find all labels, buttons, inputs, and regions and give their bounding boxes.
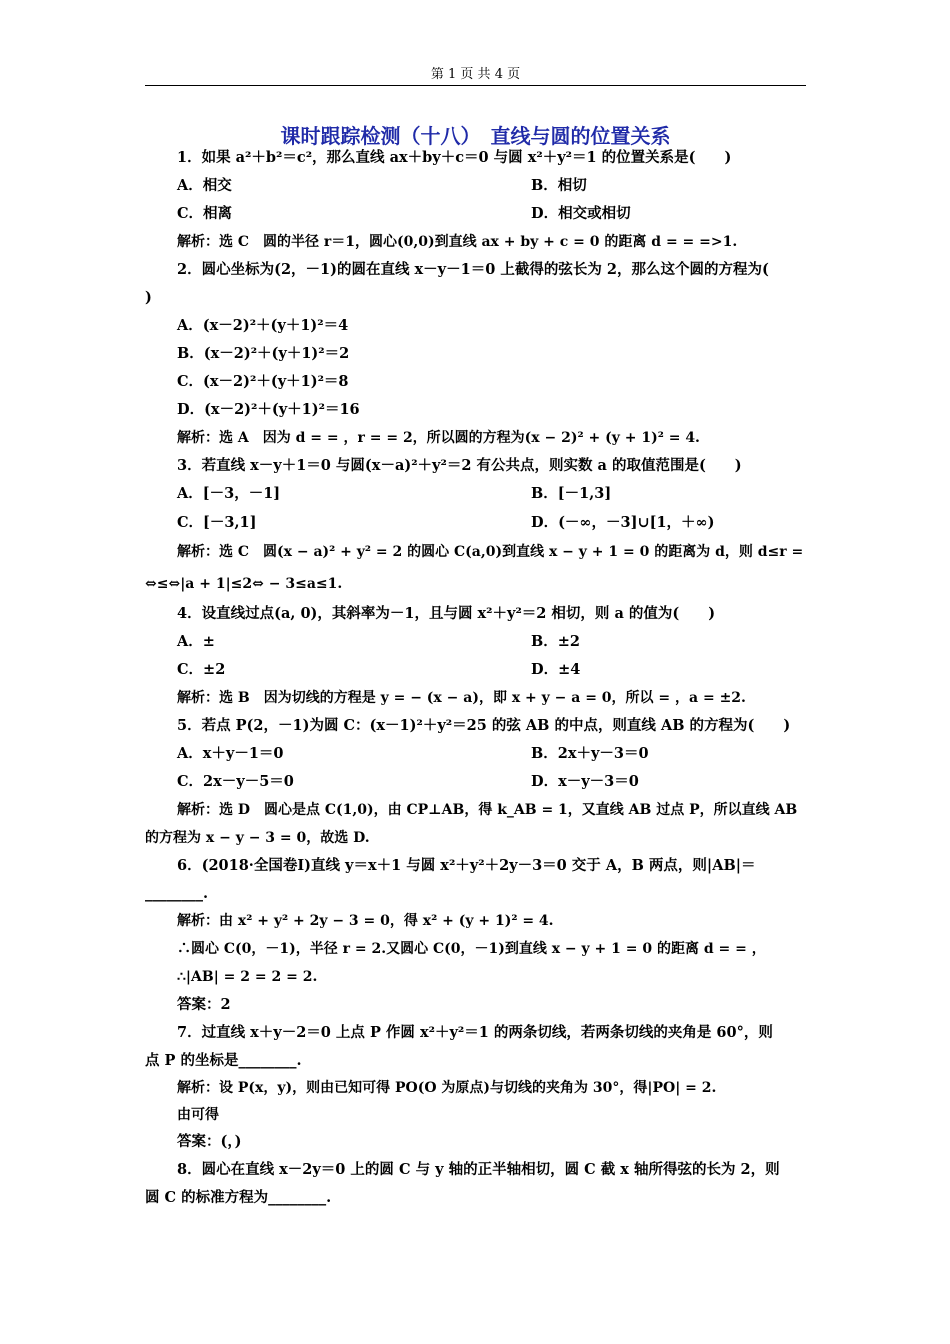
q2-option-c: C．(x－2)²＋(y＋1)²＝8 xyxy=(177,373,349,390)
q3-option-a: A．[－3，－1] xyxy=(177,485,281,502)
q2-option-d: D．(x－2)²＋(y＋1)²＝16 xyxy=(177,401,360,418)
q5-option-d: D．x－y－3＝0 xyxy=(531,773,639,790)
q3-option-b: B．[－1,3] xyxy=(531,485,612,502)
q1-option-d: D．相交或相切 xyxy=(531,205,631,222)
question-7-continued: 点 P 的坐标是________. xyxy=(145,1052,302,1069)
question-4: 4．设直线过点(a, 0)，其斜率为－1，且与圆 x²＋y²＝2 相切，则 a 的值为( ) xyxy=(177,605,716,622)
q2-option-b: B．(x－2)²＋(y＋1)²＝2 xyxy=(177,345,350,362)
question-8-continued: 圆 C 的标准方程为________. xyxy=(145,1189,332,1206)
question-1: 1．如果 a²＋b²＝c²，那么直线 ax＋by＋c＝0 与圆 x²＋y²＝1 的位置关系是( ) xyxy=(177,149,732,166)
q4-option-b: B．±2 xyxy=(531,633,580,650)
q5-option-c: C．2x－y－5＝0 xyxy=(177,773,294,790)
q3-analysis: 解析：选 C 圆(x − a)² + y² = 2 的圆心 C(a,0)到直线 x − y + 1 = 0 的距离为 d，则 d≤r = xyxy=(177,544,804,560)
header-rule xyxy=(145,85,806,86)
q5-analysis: 解析：选 D 圆心是点 C(1,0)，由 CP⊥AB，得 k_AB = 1，又直线 AB 过点 P，所以直线 AB xyxy=(177,802,798,818)
q6-answer: 答案：2 xyxy=(177,996,231,1013)
q1-option-c: C．相离 xyxy=(177,205,233,222)
q1-analysis: 解析：选 C 圆的半径 r＝1，圆心(0,0)到直线 ax + by + c = 0 的距离 d = = =>1. xyxy=(177,234,738,250)
page-header: 第 1 页 共 4 页 xyxy=(430,67,521,82)
q7-analysis-2: 由可得 xyxy=(177,1107,219,1123)
q7-analysis: 解析：设 P(x，y)，则由已知可得 PO(O 为原点)与切线的夹角为 30°，得|PO| = 2. xyxy=(177,1080,717,1096)
q7-answer: 答案：(，) xyxy=(177,1133,242,1150)
q2-option-a: A．(x－2)²＋(y＋1)²＝4 xyxy=(177,317,349,334)
question-7: 7．过直线 x＋y－2＝0 上点 P 作圆 x²＋y²＝1 的两条切线，若两条切线的夹角是 60°，则 xyxy=(177,1024,773,1041)
q3-analysis-continued: ⇔≤⇔|a + 1|≤2⇔ − 3≤a≤1. xyxy=(145,576,343,592)
question-5: 5．若点 P(2，－1)为圆 C：(x－1)²＋y²＝25 的弦 AB 的中点，则直线 AB 的方程为( ) xyxy=(177,717,791,734)
q3-option-d: D．(－∞，－3]∪[1，＋∞) xyxy=(531,514,715,531)
q4-option-a: A．± xyxy=(177,633,215,650)
q5-option-a: A．x＋y－1＝0 xyxy=(177,745,284,762)
q4-analysis: 解析：选 B 因为切线的方程是 y = − (x − a)，即 x + y − a = 0，所以 = ，a = ±2. xyxy=(177,690,746,706)
q6-answer-blank: ________. xyxy=(145,885,209,902)
question-8: 8．圆心在直线 x－2y＝0 上的圆 C 与 y 轴的正半轴相切，圆 C 截 x 轴所得弦的长为 2，则 xyxy=(177,1161,780,1178)
q6-analysis-3: ∴|AB| = 2 = 2 = 2. xyxy=(177,969,318,985)
question-3: 3．若直线 x－y＋1＝0 与圆(x－a)²＋y²＝2 有公共点，则实数 a 的取值范围是( ) xyxy=(177,457,742,474)
q5-analysis-continued: 的方程为 x − y − 3 = 0，故选 D. xyxy=(145,830,370,846)
q2-analysis: 解析：选 A 因为 d = = ，r = = 2，所以圆的方程为(x − 2)² + (y + 1)² = 4. xyxy=(177,430,700,446)
q3-option-c: C．[－3,1] xyxy=(177,514,257,531)
q1-option-b: B．相切 xyxy=(531,177,587,194)
q6-analysis: 解析：由 x² + y² + 2y − 3 = 0，得 x² + (y + 1)² = 4. xyxy=(177,913,554,929)
document-title: 课时跟踪检测（十八） 直线与圆的位置关系 xyxy=(280,124,671,148)
q5-option-b: B．2x＋y－3＝0 xyxy=(531,745,649,762)
question-2-continued: ) xyxy=(145,289,152,306)
question-2: 2．圆心坐标为(2，－1)的圆在直线 x－y－1＝0 上截得的弦长为 2，那么这个圆的方程为( xyxy=(177,261,769,278)
q1-option-a: A．相交 xyxy=(177,177,232,194)
question-6: 6．(2018·全国卷Ⅰ)直线 y＝x＋1 与圆 x²＋y²＋2y－3＝0 交于 A，B 两点，则|AB|＝ xyxy=(177,857,756,874)
q4-option-c: C．±2 xyxy=(177,661,226,678)
q6-analysis-2: ∴圆心 C(0，－1)，半径 r = 2.又圆心 C(0，－1)到直线 x − y + 1 = 0 的距离 d = = ， xyxy=(177,941,766,957)
q4-option-d: D．±4 xyxy=(531,661,581,678)
